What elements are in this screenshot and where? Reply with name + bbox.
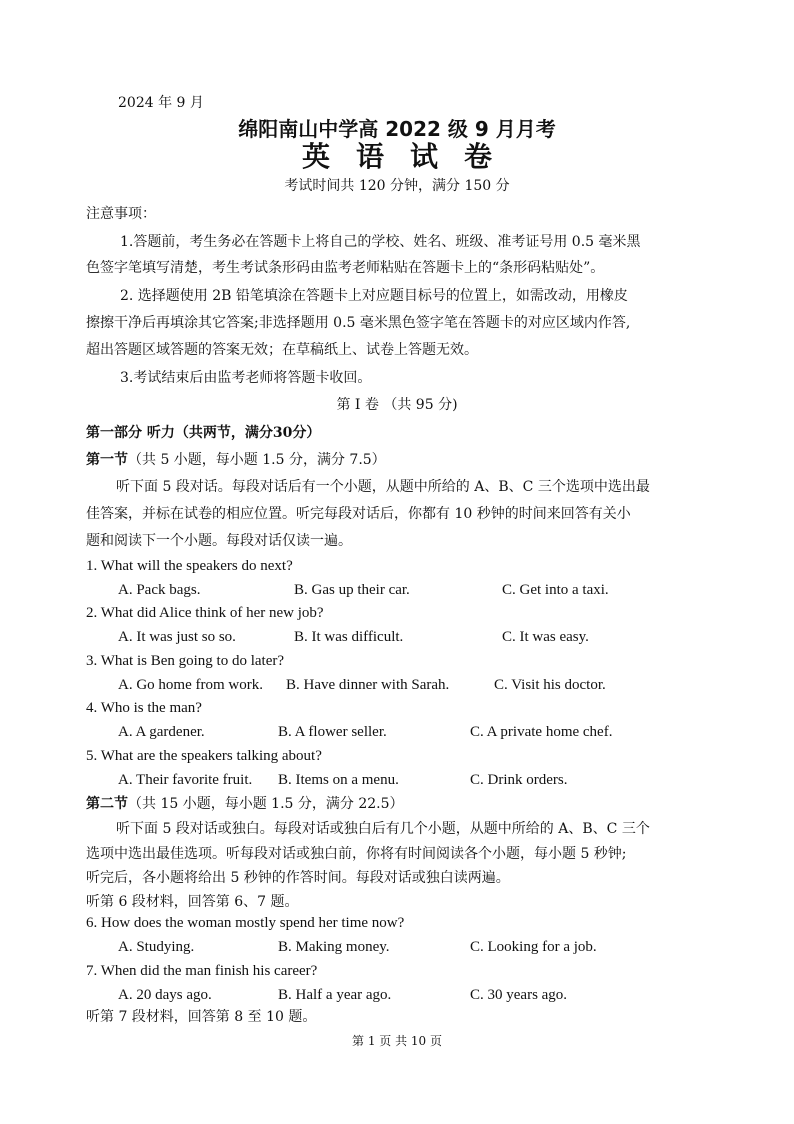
section1-instr-line-3: 题和阅读下一个小题。每段对话仅读一遍。: [86, 533, 352, 549]
section2-score: （共 15 小题，每小题 1.5 分，满分 22.5）: [128, 796, 404, 812]
question-1: 1. What will the speakers do next?: [86, 558, 293, 574]
volume-title: 第 I 卷 （共 95 分): [336, 397, 458, 413]
exam-date: 2024 年 9 月: [118, 95, 204, 111]
q5-option-b: B. Items on a menu.: [278, 772, 399, 788]
q3-option-b: B. Have dinner with Sarah.: [286, 677, 450, 693]
question-6: 6. How does the woman mostly spend her time now?: [86, 915, 405, 931]
section1-instr-line-1: 听下面 5 段对话。每段对话后有一个小题，从题中所给的 A、B、C 三个选项中选出最: [116, 479, 650, 495]
q5-option-a: A. Their favorite fruit.: [118, 772, 253, 788]
q7-option-b: B. Half a year ago.: [278, 987, 392, 1003]
notes-heading: 注意事项：: [86, 206, 156, 222]
q6-option-a: A. Studying.: [118, 939, 195, 955]
q4-option-c: C. A private home chef.: [470, 724, 613, 740]
section1-score: （共 5 小题，每小题 1.5 分，满分 7.5）: [128, 452, 386, 468]
q6-option-c: C. Looking for a job.: [470, 939, 597, 955]
note-3: 3.考试结束后由监考老师将答题卡收回。: [120, 370, 372, 386]
section2-instr-line-2: 选项中选出最佳选项。听每段对话或独白前，你将有时间阅读各个小题，每小题 5 秒钟;: [86, 846, 627, 862]
section1-instr-line-2: 佳答案，并标在试卷的相应位置。听完每段对话后，你都有 10 秒钟的时间来回答有关小: [86, 506, 631, 522]
question-2: 2. What did Alice think of her new job?: [86, 605, 324, 621]
q3-option-c: C. Visit his doctor.: [494, 677, 606, 693]
q2-option-c: C. It was easy.: [502, 629, 589, 645]
note-2-line-3: 超出答题区域答题的答案无效；在草稿纸上、试卷上答题无效。: [86, 342, 478, 358]
section2-instr-line-1: 听下面 5 段对话或独白。每段对话或独白后有几个小题，从题中所给的 A、B、C 三个: [116, 821, 650, 837]
section1-heading: [86, 451, 386, 469]
school-title: 绵阳南山中学高 2022 级 9 月月考: [238, 117, 556, 141]
q2-option-a: A. It was just so so.: [118, 629, 236, 645]
question-4: 4. Who is the man?: [86, 700, 202, 716]
section2-heading: [86, 795, 404, 813]
q1-option-c: C. Get into a taxi.: [502, 582, 609, 598]
q2-option-b: B. It was difficult.: [294, 629, 404, 645]
page-footer: 第 1 页 共 10 页: [352, 1034, 442, 1048]
q1-option-b: B. Gas up their car.: [294, 582, 410, 598]
q7-option-c: C. 30 years ago.: [470, 987, 568, 1003]
q5-option-c: C. Drink orders.: [470, 772, 568, 788]
question-7: 7. When did the man finish his career?: [86, 963, 318, 979]
q7-option-a: A. 20 days ago.: [118, 987, 212, 1003]
q4-option-b: B. A flower seller.: [278, 724, 387, 740]
note-2-line-2: 擦擦干净后再填涂其它答案;非选择题用 0.5 毫米黑色签字笔在答题卡的对应区域内作答,: [86, 315, 631, 331]
question-3: 3. What is Ben going to do later?: [86, 653, 285, 669]
q6-option-b: B. Making money.: [278, 939, 390, 955]
part1-title: 第一部分 听力（共两节，满分30分）: [86, 425, 321, 441]
material-6-instruction: 听第 6 段材料，回答第 6、7 题。: [86, 894, 299, 910]
question-5: 5. What are the speakers talking about?: [86, 748, 322, 764]
q4-option-a: A. A gardener.: [118, 724, 205, 740]
q3-option-a: A. Go home from work.: [118, 677, 263, 693]
note-1-line-1: 1.答题前，考生务必在答题卡上将自己的学校、姓名、班级、准考证号用 0.5 毫米黑: [120, 234, 641, 250]
note-2-line-1: 2. 选择题使用 2B 铅笔填涂在答题卡上对应题目标号的位置上，如需改动，用橡皮: [120, 288, 628, 304]
q1-option-a: A. Pack bags.: [118, 582, 201, 598]
subject-title: 英语试卷: [301, 140, 518, 173]
section2-instr-line-3: 听完后，各小题将给出 5 秒钟的作答时间。每段对话或独白读两遍。: [86, 870, 510, 886]
section2-title: 第二节: [86, 796, 128, 812]
note-1-line-2: 色签字笔填写清楚，考生考试条形码由监考老师粘贴在答题卡上的“条形码粘贴处”。: [86, 260, 605, 276]
section1-title: 第一节: [86, 452, 128, 468]
exam-info: 考试时间共 120 分钟，满分 150 分: [284, 178, 510, 194]
material-7-instruction: 听第 7 段材料，回答第 8 至 10 题。: [86, 1009, 317, 1025]
